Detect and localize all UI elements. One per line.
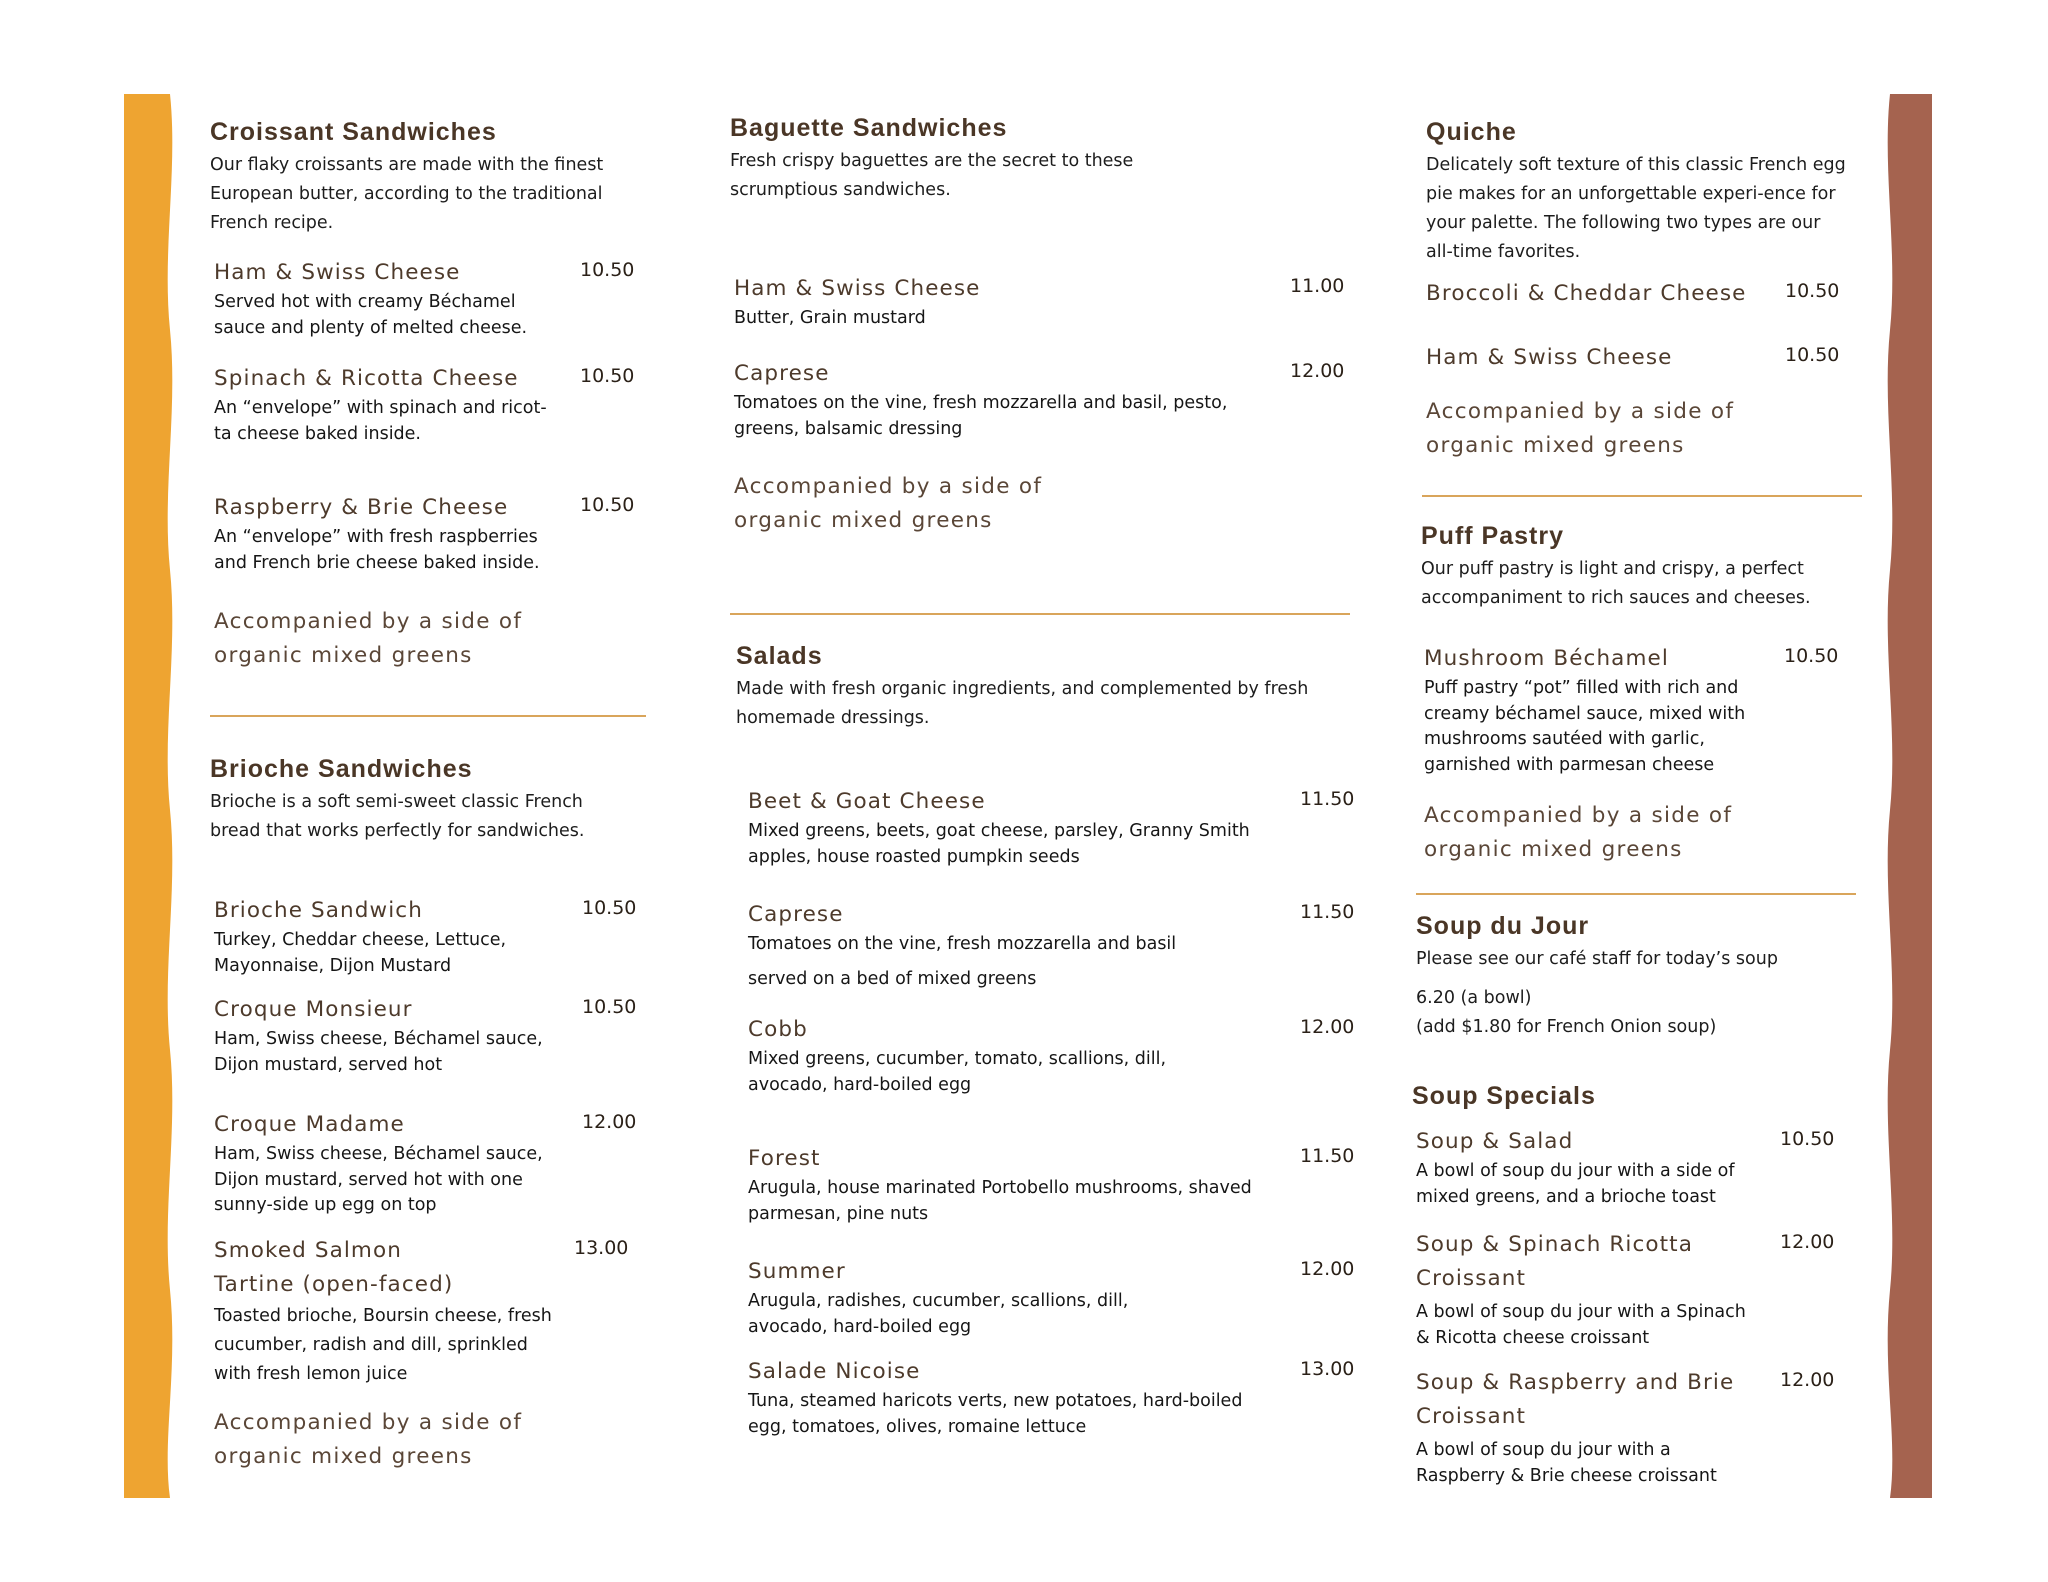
item-price: 10.50 [580, 494, 635, 516]
item-desc: A bowl of soup du jour with a side of mixed greens, and a brioche toast [1416, 1161, 1735, 1207]
item-desc: Butter, Grain mustard [734, 308, 926, 328]
section-divider [1422, 495, 1862, 497]
item-price: 12.00 [1780, 1231, 1835, 1253]
menu-item [748, 1355, 1278, 1440]
menu-item [214, 362, 554, 447]
baguette-desc: Fresh crispy baguettes are the secret to these scrumptious sandwiches. [730, 151, 1134, 200]
item-name: Caprese [734, 361, 830, 386]
item-desc-extra: served on a bed of mixed greens [748, 968, 1037, 989]
item-name: Ham & Swiss Cheese [734, 276, 981, 301]
croissant-accompaniment: Accompanied by a side of organic mixed greens [214, 609, 523, 668]
item-price: 10.50 [1784, 645, 1839, 667]
item-price: 11.50 [1300, 788, 1355, 810]
puff-section [1421, 520, 1881, 613]
quiche-section [1426, 116, 1886, 267]
left-wavy-band [124, 94, 172, 1498]
menu-item [1426, 277, 1766, 311]
item-name: Soup & Spinach Ricotta Croissant [1416, 1232, 1693, 1291]
item-desc: An “envelope” with fresh raspberries and French brie cheese baked inside. [214, 527, 540, 573]
specials-section [1412, 1080, 1872, 1112]
menu-item [1416, 1228, 1746, 1351]
menu-item [734, 357, 1254, 442]
salads-title: Salads [736, 642, 823, 670]
section-divider [1416, 893, 1856, 895]
item-name: Soup & Raspberry and Brie Croissant [1416, 1370, 1735, 1429]
puff-desc: Our puff pastry is light and crispy, a perfect accompaniment to rich sauces and cheeses. [1421, 559, 1811, 608]
menu-item [1426, 341, 1766, 375]
item-desc: A bowl of soup du jour with a Raspberry & Brie cheese croissant [1416, 1440, 1717, 1486]
salads-section [736, 640, 1356, 733]
baguette-accompaniment: Accompanied by a side of organic mixed greens [734, 474, 1043, 533]
item-name: Beet & Goat Cheese [748, 789, 986, 814]
menu-item [214, 1108, 554, 1219]
quiche-title: Quiche [1426, 118, 1517, 146]
croissant-title: Croissant Sandwiches [210, 118, 497, 146]
item-name: Broccoli & Cheddar Cheese [1426, 281, 1747, 306]
item-name: Spinach & Ricotta Cheese [214, 366, 519, 391]
brioche-desc: Brioche is a soft semi-sweet classic French bread that works perfectly for sandwiches. [210, 792, 585, 841]
puff-accompaniment: Accompanied by a side of organic mixed greens [1424, 803, 1733, 862]
item-name: Cobb [748, 1017, 808, 1042]
section-divider [210, 715, 646, 717]
menu-item [214, 993, 554, 1078]
column-middle [730, 0, 1355, 1582]
soup-note: (add $1.80 for French Onion soup) [1416, 1017, 1717, 1037]
item-price: 10.50 [582, 996, 637, 1018]
item-name: Croque Madame [214, 1112, 405, 1137]
item-price: 11.50 [1300, 901, 1355, 923]
section-divider [730, 613, 1350, 615]
item-price: 10.50 [1785, 280, 1840, 302]
item-name: Ham & Swiss Cheese [1426, 345, 1673, 370]
puff-title: Puff Pastry [1421, 522, 1564, 550]
right-wavy-band [1888, 94, 1932, 1498]
menu-item [748, 785, 1278, 870]
item-name: Raspberry & Brie Cheese [214, 495, 509, 520]
menu-item [214, 256, 554, 341]
item-desc: An “envelope” with spinach and ricot-ta cheese baked inside. [214, 398, 547, 444]
salads-desc: Made with fresh organic ingredients, and complemented by fresh homemade dressings. [736, 679, 1309, 728]
item-price: 12.00 [1300, 1016, 1355, 1038]
item-name: Smoked Salmon Tartine (open-faced) [214, 1238, 454, 1297]
item-price: 12.00 [1780, 1369, 1835, 1391]
column-right [1412, 0, 1872, 1582]
item-price: 12.00 [582, 1111, 637, 1133]
item-name: Soup & Salad [1416, 1129, 1574, 1154]
item-name: Forest [748, 1146, 821, 1171]
item-price: 12.00 [1300, 1258, 1355, 1280]
item-name: Brioche Sandwich [214, 898, 423, 923]
brioche-title: Brioche Sandwiches [210, 755, 473, 783]
menu-item [748, 898, 1278, 992]
item-name: Mushroom Béchamel [1424, 646, 1669, 671]
croissant-desc: Our flaky croissants are made with the finest European butter, according to the traditional French recipe. [210, 155, 604, 233]
item-name: Salade Nicoise [748, 1359, 921, 1384]
brioche-accompaniment: Accompanied by a side of organic mixed greens [214, 1410, 523, 1469]
baguette-title: Baguette Sandwiches [730, 114, 1008, 142]
item-price: 12.00 [1290, 360, 1345, 382]
item-price: 10.50 [580, 365, 635, 387]
menu-item [214, 491, 554, 576]
item-price: 13.00 [574, 1237, 629, 1259]
item-desc: Ham, Swiss cheese, Béchamel sauce, Dijon mustard, served hot [214, 1029, 543, 1075]
quiche-accompaniment: Accompanied by a side of organic mixed greens [1426, 399, 1735, 458]
brioche-section [210, 753, 650, 846]
column-left [210, 0, 650, 1582]
menu-item [1416, 1366, 1746, 1489]
item-desc: Tomatoes on the vine, fresh mozzarella and basil, pesto, greens, balsamic dressing [734, 393, 1228, 439]
menu-item [748, 1013, 1278, 1098]
item-desc: A bowl of soup du jour with a Spinach & Ricotta cheese croissant [1416, 1302, 1746, 1348]
item-price: 10.50 [582, 897, 637, 919]
item-desc: Mixed greens, cucumber, tomato, scallions, dill, avocado, hard-boiled egg [748, 1049, 1167, 1095]
specials-title: Soup Specials [1412, 1082, 1596, 1110]
item-desc: Turkey, Cheddar cheese, Lettuce, Mayonnaise, Dijon Mustard [214, 930, 507, 976]
menu-item [214, 1234, 559, 1389]
menu-item [748, 1142, 1278, 1227]
soup-section [1416, 910, 1876, 1042]
item-desc: Toasted brioche, Boursin cheese, fresh cucumber, radish and dill, sprinkled with fresh lemon juice [214, 1306, 552, 1384]
item-price: 10.50 [1785, 344, 1840, 366]
item-price: 10.50 [1780, 1128, 1835, 1150]
soup-title: Soup du Jour [1416, 912, 1590, 940]
item-desc: Puff pastry “pot” filled with rich and creamy béchamel sauce, mixed with mushrooms sautéed with garlic, garnished with parmesan cheese [1424, 678, 1746, 775]
soup-price: 6.20 (a bowl) [1416, 988, 1532, 1008]
menu-item [1424, 642, 1754, 778]
item-desc: Tomatoes on the vine, fresh mozzarella and basil [748, 934, 1177, 954]
item-desc: Tuna, steamed haricots verts, new potatoes, hard-boiled egg, tomatoes, olives, romaine lettuce [748, 1391, 1243, 1437]
menu-item [214, 894, 554, 979]
baguette-section [730, 112, 1350, 205]
item-name: Croque Monsieur [214, 997, 413, 1022]
item-desc: Arugula, house marinated Portobello mushrooms, shaved parmesan, pine nuts [748, 1178, 1252, 1224]
item-price: 11.00 [1290, 275, 1345, 297]
croissant-section [210, 116, 650, 238]
item-name: Ham & Swiss Cheese [214, 260, 461, 285]
soup-desc: Please see our café staff for today’s soup [1416, 949, 1778, 969]
quiche-desc: Delicately soft texture of this classic French egg pie makes for an unforgettable experi-ence for your palette. The following two types are our all-time favorites. [1426, 155, 1846, 262]
menu-item [748, 1255, 1278, 1340]
item-desc: Arugula, radishes, cucumber, scallions, dill, avocado, hard-boiled egg [748, 1291, 1129, 1337]
item-desc: Ham, Swiss cheese, Béchamel sauce, Dijon mustard, served hot with one sunny-side up egg on top [214, 1144, 543, 1215]
item-price: 11.50 [1300, 1145, 1355, 1167]
item-desc: Mixed greens, beets, goat cheese, parsley, Granny Smith apples, house roasted pumpkin seeds [748, 821, 1250, 867]
menu-item [1416, 1125, 1746, 1210]
menu-item [734, 272, 1254, 332]
item-desc: Served hot with creamy Béchamel sauce and plenty of melted cheese. [214, 292, 528, 338]
item-price: 10.50 [580, 259, 635, 281]
item-name: Caprese [748, 902, 844, 927]
item-price: 13.00 [1300, 1358, 1355, 1380]
item-name: Summer [748, 1259, 846, 1284]
